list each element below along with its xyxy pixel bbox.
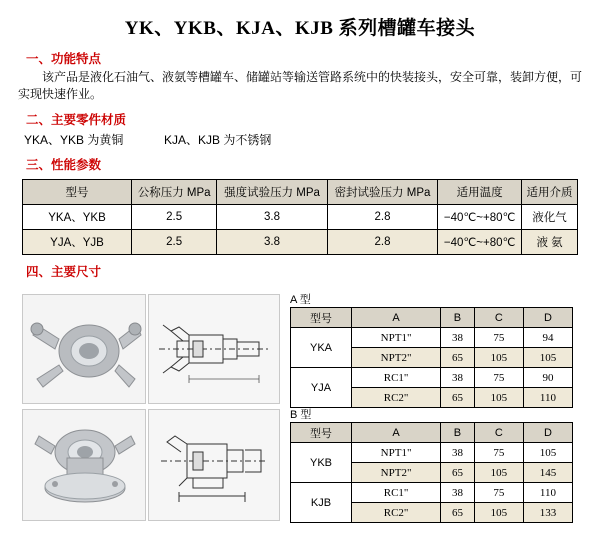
type-a-caption: A 型	[290, 294, 311, 306]
section-heading-dimensions: 四、主要尺寸	[26, 265, 102, 279]
cell-a: NPT2"	[352, 463, 441, 483]
cell-d: 110	[523, 388, 572, 408]
cell-a: RC1"	[352, 368, 441, 388]
section-heading-features: 一、功能特点	[26, 52, 102, 66]
cell-a: RC2"	[352, 503, 441, 523]
cell-nominal-pressure: 2.5	[132, 230, 217, 255]
table-row	[291, 368, 573, 388]
cell-b: 38	[441, 368, 475, 388]
material-line	[24, 131, 600, 148]
cell-d: 145	[523, 463, 572, 483]
cell-a: NPT1"	[352, 328, 441, 348]
cell-model: YKA	[291, 328, 352, 368]
table-row	[291, 443, 573, 463]
cell-c: 75	[474, 483, 523, 503]
cell-seal-pressure: 2.8	[327, 230, 437, 255]
cell-model: KJB	[291, 483, 352, 523]
cell-b: 38	[441, 483, 475, 503]
coupling-drawing-b-image	[148, 409, 280, 521]
col-header-model: 型号	[291, 308, 352, 328]
col-header-c: C	[474, 423, 523, 443]
cell-model: YKB	[291, 443, 352, 483]
col-header-b: B	[441, 308, 475, 328]
cell-d: 94	[523, 328, 572, 348]
cell-d: 105	[523, 443, 572, 463]
col-header-seal-pressure: 密封试验压力 MPa	[327, 180, 437, 205]
cell-a: NPT1"	[352, 443, 441, 463]
cell-b: 38	[441, 328, 475, 348]
material-steel-text: KJA、KJB 为不锈钢	[164, 133, 272, 147]
dimension-table-a	[290, 307, 573, 408]
cell-c: 105	[474, 463, 523, 483]
col-header-a: A	[352, 308, 441, 328]
table-header-row	[291, 308, 573, 328]
cell-d: 90	[523, 368, 572, 388]
cell-c: 75	[474, 368, 523, 388]
cell-b: 65	[441, 463, 475, 483]
cell-c: 105	[474, 388, 523, 408]
cell-c: 75	[474, 443, 523, 463]
cell-d: 133	[523, 503, 572, 523]
section-heading-performance: 三、性能参数	[26, 158, 102, 172]
dimension-table-b	[290, 422, 573, 523]
col-header-nominal-pressure: 公称压力 MPa	[132, 180, 217, 205]
cell-model: YJA、YJB	[23, 230, 132, 255]
cell-medium: 液 氨	[522, 230, 578, 255]
cell-a: RC2"	[352, 388, 441, 408]
col-header-d: D	[523, 308, 572, 328]
material-brass-text: YKA、YKB 为黄铜	[24, 133, 124, 147]
cell-model: YJA	[291, 368, 352, 408]
cell-b: 65	[441, 503, 475, 523]
cell-strength-pressure: 3.8	[217, 205, 327, 230]
cell-a: RC1"	[352, 483, 441, 503]
cell-medium: 液化气	[522, 205, 578, 230]
section-heading-material: 二、主要零件材质	[26, 113, 127, 127]
cell-b: 65	[441, 388, 475, 408]
col-header-medium: 适用介质	[522, 180, 578, 205]
col-header-b: B	[441, 423, 475, 443]
coupling-photo-a-image	[22, 294, 146, 404]
page-title: YK、YKB、KJA、KJB 系列槽罐车接头	[124, 18, 476, 39]
cell-temperature: −40℃~+80℃	[438, 205, 522, 230]
cell-d: 105	[523, 348, 572, 368]
performance-table	[22, 179, 578, 255]
cell-a: NPT2"	[352, 348, 441, 368]
coupling-drawing-a-image	[148, 294, 280, 404]
cell-model: YKA、YKB	[23, 205, 132, 230]
table-header-row	[291, 423, 573, 443]
dimensions-section	[0, 286, 600, 536]
cell-seal-pressure: 2.8	[327, 205, 437, 230]
cell-c: 105	[474, 348, 523, 368]
table-header-row	[23, 180, 578, 205]
cell-temperature: −40℃~+80℃	[438, 230, 522, 255]
table-row	[23, 205, 578, 230]
type-b-caption: B 型	[290, 409, 312, 421]
col-header-model: 型号	[291, 423, 352, 443]
cell-d: 110	[523, 483, 572, 503]
table-row	[291, 328, 573, 348]
col-header-c: C	[474, 308, 523, 328]
cell-strength-pressure: 3.8	[217, 230, 327, 255]
col-header-model: 型号	[23, 180, 132, 205]
col-header-strength-pressure: 强度试验压力 MPa	[217, 180, 327, 205]
cell-c: 75	[474, 328, 523, 348]
col-header-d: D	[523, 423, 572, 443]
cell-b: 38	[441, 443, 475, 463]
cell-c: 105	[474, 503, 523, 523]
table-row	[291, 483, 573, 503]
coupling-photo-b-image	[22, 409, 146, 521]
cell-b: 65	[441, 348, 475, 368]
table-row	[23, 230, 578, 255]
cell-nominal-pressure: 2.5	[132, 205, 217, 230]
features-paragraph: 该产品是液化石油气、液氨等槽罐车、储罐站等输送管路系统中的快装接头，安全可靠，装卸方便，可实现快速作业。	[18, 70, 583, 101]
col-header-temperature: 适用温度	[438, 180, 522, 205]
col-header-a: A	[352, 423, 441, 443]
